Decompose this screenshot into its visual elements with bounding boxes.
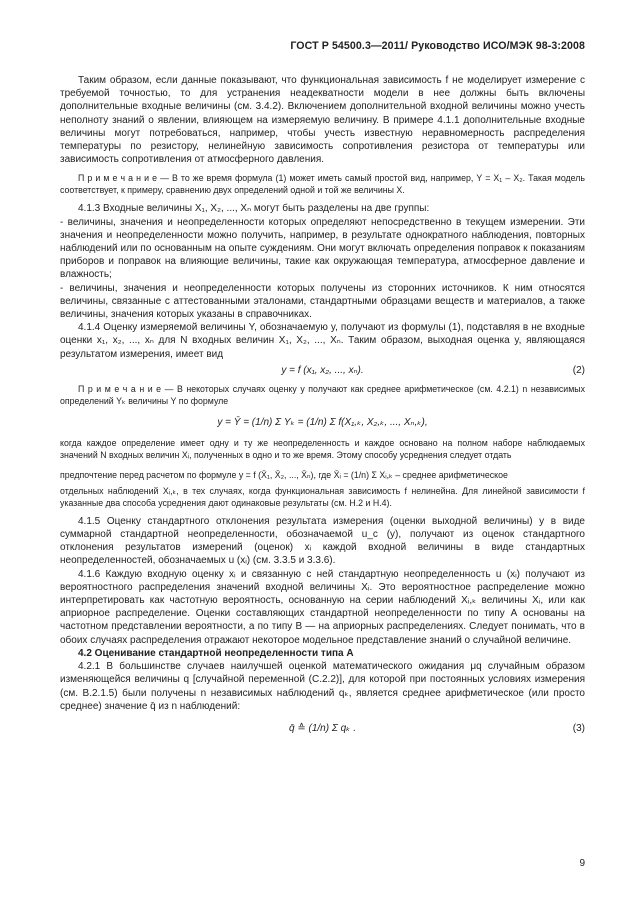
formula-3-body: q̄ ≙ (1/n) Σ qₖ . [289,722,356,734]
section-heading-4-2: 4.2 Оценивание стандартной неопределенности типа А [78,647,354,659]
paragraph-415: 4.1.5 Оценку стандартного отклонения результата измерения (оценки выходной величины) y в виде суммарной стандартной неопределенности, обозначаемой u_c (y), получают из оценок стандартного отклонения результатов измерений (оценок) xᵢ каждой входной величины в виде стандартных неопределенностей, обозначаемых u (xᵢ) (см. 3.3.5 и 3.3.6). [60,515,585,567]
paragraph-414: 4.1.4 Оценку измеряемой величины Y, обозначаемую y, получают из формулы (1), подставляя в не входные оценки x₁, x₂, ..., xₙ для N входных величин X₁, X₂, ..., Xₙ. Таким образом, выходная оценка y, являющаяся результатом измерения, имеет вид [60,322,585,360]
note-2-end: отдельных наблюдений Xᵢ,ₖ, в тех случаях, когда функциональная зависимость f нелинейна. Для линейной зависимости f указанные два способа усреднения дают одинаковые результаты (см. Н.2 и Н.4). [60,485,585,508]
paragraph-413b: - величины, значения и неопределенности которых получены из сторонних источников. К ним относятся величины, связанные с аттестованными эталонами, стандартными образцами веществ и материалов, а также величины, значения которых указаны в справочниках. [60,282,585,321]
page-header: ГОСТ Р 54500.3—2011/ Руководство ИСО/МЭК 98-3:2008 [290,40,585,52]
page-number: 9 [579,858,585,869]
note-text: — В некоторых случаях оценку y получают как среднее арифметическое (см. 4.2.1) n независимых определений Yₖ величины Y по формуле [60,383,585,406]
paragraph-413: 4.1.3 Входные величины X₁, X₂, ..., Xₙ могут быть разделены на две группы: [78,203,430,215]
formula-2-number: (2) [572,364,585,376]
note-2-formula-body: y = Ȳ = (1/n) Σ Yₖ = (1/n) Σ f(X₁,ₖ, X₂,ₖ, ..., Xₙ,ₖ), [217,416,428,428]
note-2-preference: предпочтение перед расчетом по формуле y = f (X̄₁, X̄₂, ..., X̄ₙ), где X̄ᵢ = (1/n) Σ Xᵢ,ₖ – среднее арифметическое [60,469,508,480]
note-2-continuation: когда каждое определение имеет одну и ту же неопределенность и каждое основано на полном наборе наблюдаемых значений N входных величин Xᵢ, полученных в одно и то же время. Этому способу усреднения следует отдать [60,437,585,460]
formula-3-number: (3) [572,722,585,734]
formula-3 [60,719,585,741]
note-2 [60,383,585,407]
note-label: П р и м е ч а н и е [78,383,162,394]
document-page [60,40,585,741]
note-label: П р и м е ч а н и е [78,173,157,184]
note-2-formula [60,411,585,437]
note-1 [60,172,585,196]
paragraph-421: 4.2.1 В большинстве случаев наилучшей оценкой математического ожидания μq случайным образом изменяющейся величины q [случайной переменной (С.2.2)], для которой при постоянных условиях измерения (см. В.2.1.5) были получены n независимых наблюдений qₖ, является среднее арифметическое (или просто среднее) значение q̄ из n наблюдений: [60,661,585,712]
paragraph-413a: - величины, значения и неопределенности которых определяют непосредственно в текущем измерении. Эти значения и неопределенности можно получить, например, в результате однократного наблюдения, повторных наблюдений или по основанным на опыте суждениям. Они могут включать определения поправок к показаниям приборов и поправок на влияющие величины, такие как окружающая температура, атмосферное давление и влажность; [60,216,585,281]
paragraph-416: 4.1.6 Каждую входную оценку xᵢ и связанную с ней стандартную неопределенность u (xᵢ) получают из вероятностного распределения значений входной величины Xᵢ. Это вероятностное распределение можно интерпретировать как частотную вероятность, основанную на серии наблюдений Xᵢ,ₖ величины Xᵢ, или как априорное распределение. Оценки составляющих стандартной неопределенности по типу А основаны на частотном представлении вероятности, а по типу В — на априорных распределениях. Следует понимать, что в обоих случаях распределения отражают некоторое модельное представление знаний о случайной величине. [60,568,585,646]
formula-2-body: y = f (x₁, x₂, ..., xₙ). [281,364,364,376]
note-text: — В то же время формула (1) может иметь самый простой вид, например, Y = X₁ – X₂. Такая модель соответствует, к примеру, сравнению двух определений одной и той же величины X. [60,173,585,196]
formula-2 [60,365,585,383]
paragraph-1: Таким образом, если данные показывают, что функциональная зависимость f не моделирует измерение с требуемой точностью, то для устранения неадекватности модели в нее должны быть включены дополнительные входные величины (см. 3.4.2). Включением дополнительной входной величины можно учесть неполноту знаний о явлении, влияющем на измеряемую величину. В примере 4.1.1 дополнительные входные величины могут потребоваться, например, чтобы учесть известную неравномерность распределения температуры по резистору, нелинейную зависимость сопротивления резистора от температуры или зависимость сопротивления от атмосферного давления. [60,75,585,166]
